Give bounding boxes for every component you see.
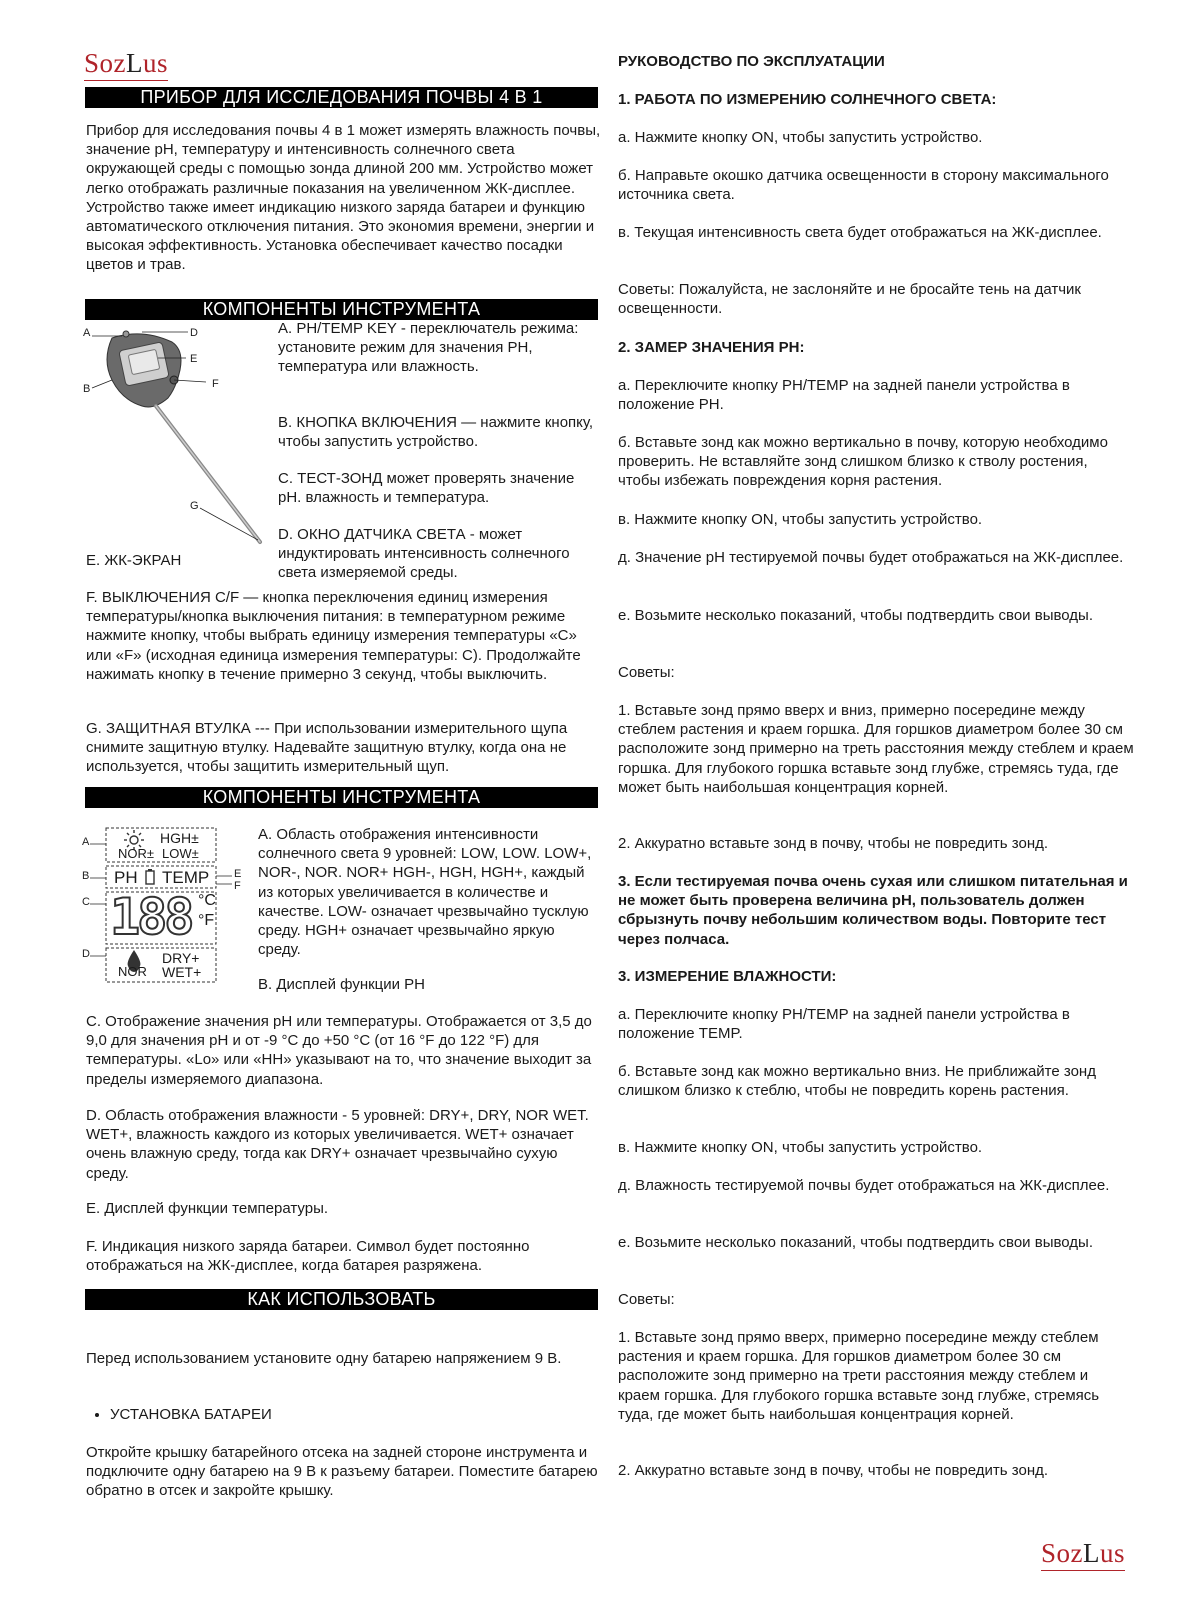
section3-step-c: в. Нажмите кнопку ON, чтобы запустить устройство. [618,1139,983,1156]
page-title: ПРИБОР ДЛЯ ИССЛЕДОВАНИЯ ПОЧВЫ 4 В 1 [85,87,598,108]
section3-step-a: а. Переключите кнопку PH/TEMP на задней панели устройства в положение TEMP. [618,1006,1070,1043]
component-g: G. ЗАЩИТНАЯ ВТУЛКА --- При использовании измерительного щупа снимите защитную втулку. Надевайте защитную втулку, когда она не используется, чтобы защитить измерительный щуп. [86,720,568,776]
device-label-d: D [190,327,198,339]
section3-step-b: б. Вставьте зонд как можно вертикально вниз. Не приближайте зонд слишком близко к стеблю, чтобы не повредить корень растения. [618,1063,1096,1100]
lcd-diagram [82,826,250,986]
section2-step-a: а. Переключите кнопку PH/TEMP на задней панели устройства в положение PH. [618,377,1070,414]
brand-logo-footer [1041,1538,1125,1569]
lcd-deg-c: °C [198,892,216,909]
display-c: C. Отображение значения pH или температуры. Отображается от 3,5 до 9,0 для значения pH и от -9 °C до +50 °C (от 16 °F до 122 °F) для температуры. «Lo» или «HH» указывают на то, что значение выходит за пределы измеряемого диапазона. [86,1013,592,1088]
device-body [107,331,260,542]
component-e: E. ЖК-ЭКРАН [86,552,182,569]
lcd-low: LOW± [162,846,199,861]
section3-title: 3. ИЗМЕРЕНИЕ ВЛАЖНОСТИ: [618,968,837,985]
section1-step-c: в. Текущая интенсивность света будет отображаться на ЖК-дисплее. [618,224,1102,241]
display-a: A. Область отображения интенсивности солнечного света 9 уровней: LOW, LOW. LOW+, NOR-, NOR. NOR+ HGH-, HGH, HGH+, каждый из которых увеличивается в количестве и качестве. LOW- означает чрезвычайно тусклую среду. HGH+ означает чрезвычайно яркую среду. [258,826,592,959]
device-illustration [82,330,282,570]
component-f: F. ВЫКЛЮЧЕНИЯ C/F — кнопка переключения единиц измерения температуры/кнопка выключения питания: в температурном режиме нажмите кнопку, чтобы выбрать единицу измерения температуры «C» или «F» (исходная единица измерения температуры: C). Продолжайте нажимать кнопку в течение примерно 3 секунд, чтобы выключить. [86,589,581,683]
component-d: D. ОКНО ДАТЧИКА СВЕТА - может индуктировать интенсивность солнечного света измеряемой среды. [278,526,570,582]
lcd-temp: TEMP [162,868,210,887]
section2-tips-label: Советы: [618,664,675,681]
lcd-label-e: E [234,868,242,880]
component-b: B. КНОПКА ВКЛЮЧЕНИЯ — нажмите кнопку, чтобы запустить устройство. [278,414,594,451]
component-c: C. ТЕСТ-ЗОНД может проверять значение pH. влажность и температура. [278,470,575,507]
brand-logo-part: us [143,48,169,78]
section2-step-b: б. Вставьте зонд как можно вертикально в почву, которую необходимо проверить. Не вставляйте зонд слишком близко к стволу ростения, чтобы избежать повреждения корня растения. [618,434,1108,490]
section1-step-a: а. Нажмите кнопку ON, чтобы запустить устройство. [618,129,983,146]
howto-bullet-item: • УСТАНОВКА БАТАРЕИ [110,1405,625,1424]
display-b: B. Дисплей функции PH [258,976,426,993]
section2-tip-2: 2. Аккуратно вставьте зонд в почву, чтобы не повредить зонд. [618,835,1049,852]
brand-logo-part: Soz [84,48,126,78]
lcd-label-d: D [82,948,90,960]
section1-title: 1. РАБОТА ПО ИЗМЕРЕНИЮ СОЛНЕЧНОГО СВЕТА: [618,91,997,108]
lcd-ph: PH [114,868,138,887]
section1-tips: Советы: Пожалуйста, не заслоняйте и не бросайте тень на датчик освещенности. [618,281,1081,318]
brand-logo-part: L [126,48,143,78]
lcd-digits: 188 [110,888,192,946]
brand-logo [84,48,168,79]
intro-text: Прибор для исследования почвы 4 в 1 может измерять влажность почвы, значение pH, температуру и интенсивность солнечного света окружающей среды с помощью зонда длиной 200 мм. Устройство может легко отображать различные показания на увеличенном ЖК-дисплее. Устройство также имеет индикацию низкого заряда батареи и функцию автоматического отключения питания. Это экономия времени, энергии и высокая эффективность. Установка обеспечивает качество посадки цветов и трав. [86,122,601,274]
lcd-label-a: A [82,836,90,848]
lcd-dry: DRY+ [162,950,200,966]
manual-title: РУКОВОДСТВО ПО ЭКСПЛУАТАЦИИ [618,53,885,70]
section3-tip-1: 1. Вставьте зонд прямо вверх, примерно посередине между стеблем растения и краем горшка. Для горшков диаметром более 30 см расположите зонд примерно на трети расстояния между стеблем и краем горшка. Для глубокого горшка вставьте зонд глубже, стремясь туда, где может быть наибольшая концентрация корней. [618,1329,1100,1423]
device-label-a: A [83,327,91,339]
lcd-label-c: C [82,896,90,908]
brand-logo-part: Soz [1041,1538,1083,1568]
lcd-nor2: NOR [118,964,147,979]
display-e: E. Дисплей функции температуры. [86,1200,329,1217]
section2-tip-3: 3. Если тестируемая почва очень сухая или слишком питательная и не может быть проверена величина pH, пользователь должен сбрызнуть почву небольшим количеством воды. Повторите тест через полчаса. [618,873,1128,948]
section2-step-c: в. Нажмите кнопку ON, чтобы запустить устройство. [618,511,983,528]
lcd-label-f: F [234,880,241,892]
howto-battery-note: Перед использованием установите одну батарею напряжением 9 В. [86,1350,562,1367]
lcd-hgh: HGH± [160,830,199,846]
section3-step-d: д. Влажность тестируемой почвы будет отображаться на ЖК-дисплее. [618,1177,1110,1194]
section2-title: 2. ЗАМЕР ЗНАЧЕНИЯ PH: [618,339,805,356]
lcd-nor: NOR± [118,846,155,861]
display-f: F. Индикация низкого заряда батареи. Символ будет постоянно отображаться на ЖК-дисплее, когда батарея разряжена. [86,1238,530,1275]
section3-tip-2: 2. Аккуратно вставьте зонд в почву, чтобы не повредить зонд. [618,1462,1049,1479]
section-title-components: КОМПОНЕНТЫ ИНСТРУМЕНТА [85,299,598,320]
battery-icon [146,869,154,884]
section3-tips-label: Советы: [618,1291,675,1308]
section1-step-b: б. Направьте окошко датчика освещенности в сторону максимального источника света. [618,167,1109,204]
section2-tip-1: 1. Вставьте зонд прямо вверх и вниз, примерно посередине между стеблем растения и краем горшка. Для горшков диаметром более 30 см расположите зонд примерно на треть расстояния между стеблем и краем горшка. Для глубокого горшка вставьте зонд глубже, стремясь туда, где может быть наибольшая концентрация корней. [618,702,1134,796]
device-label-g: G [190,500,199,512]
component-a: A. PH/TEMP KEY - переключатель режима: установите режим для значения PH, температура или влажность. [278,320,579,376]
device-label-e: E [190,353,198,365]
brand-logo-part: us [1100,1538,1126,1568]
section-title-howto: КАК ИСПОЛЬЗОВАТЬ [85,1289,598,1310]
section2-step-e: е. Возьмите несколько показаний, чтобы подтвердить свои выводы. [618,607,1093,624]
logo-underline [84,80,168,81]
device-label-b: B [83,383,91,395]
brand-logo-part: L [1083,1538,1100,1568]
logo-underline [1041,1570,1125,1571]
section2-step-d: д. Значение pH тестируемой почвы будет отображаться на ЖК-дисплее. [618,549,1124,566]
lcd-wet: WET+ [162,964,202,980]
display-d: D. Область отображения влажности - 5 уровней: DRY+, DRY, NOR WET. WET+, влажность каждого из которых увеличивается. WET+ означает очень влажную среду, тогда как DRY+ означает чрезвычайно сухую среду. [86,1107,589,1182]
howto-install-text: Откройте крышку батарейного отсека на задней стороне инструмента и подключите одну батарею на 9 В к разъему батареи. Поместите батарею обратно в отсек и закройте крышку. [86,1444,598,1500]
section3-step-e: е. Возьмите несколько показаний, чтобы подтвердить свои выводы. [618,1234,1093,1251]
lcd-deg-f: °F [198,912,215,929]
howto-bullet-list [86,1405,625,1424]
section-title-components-2: КОМПОНЕНТЫ ИНСТРУМЕНТА [85,787,598,808]
device-label-f: F [212,378,219,390]
lcd-label-b: B [82,870,90,882]
